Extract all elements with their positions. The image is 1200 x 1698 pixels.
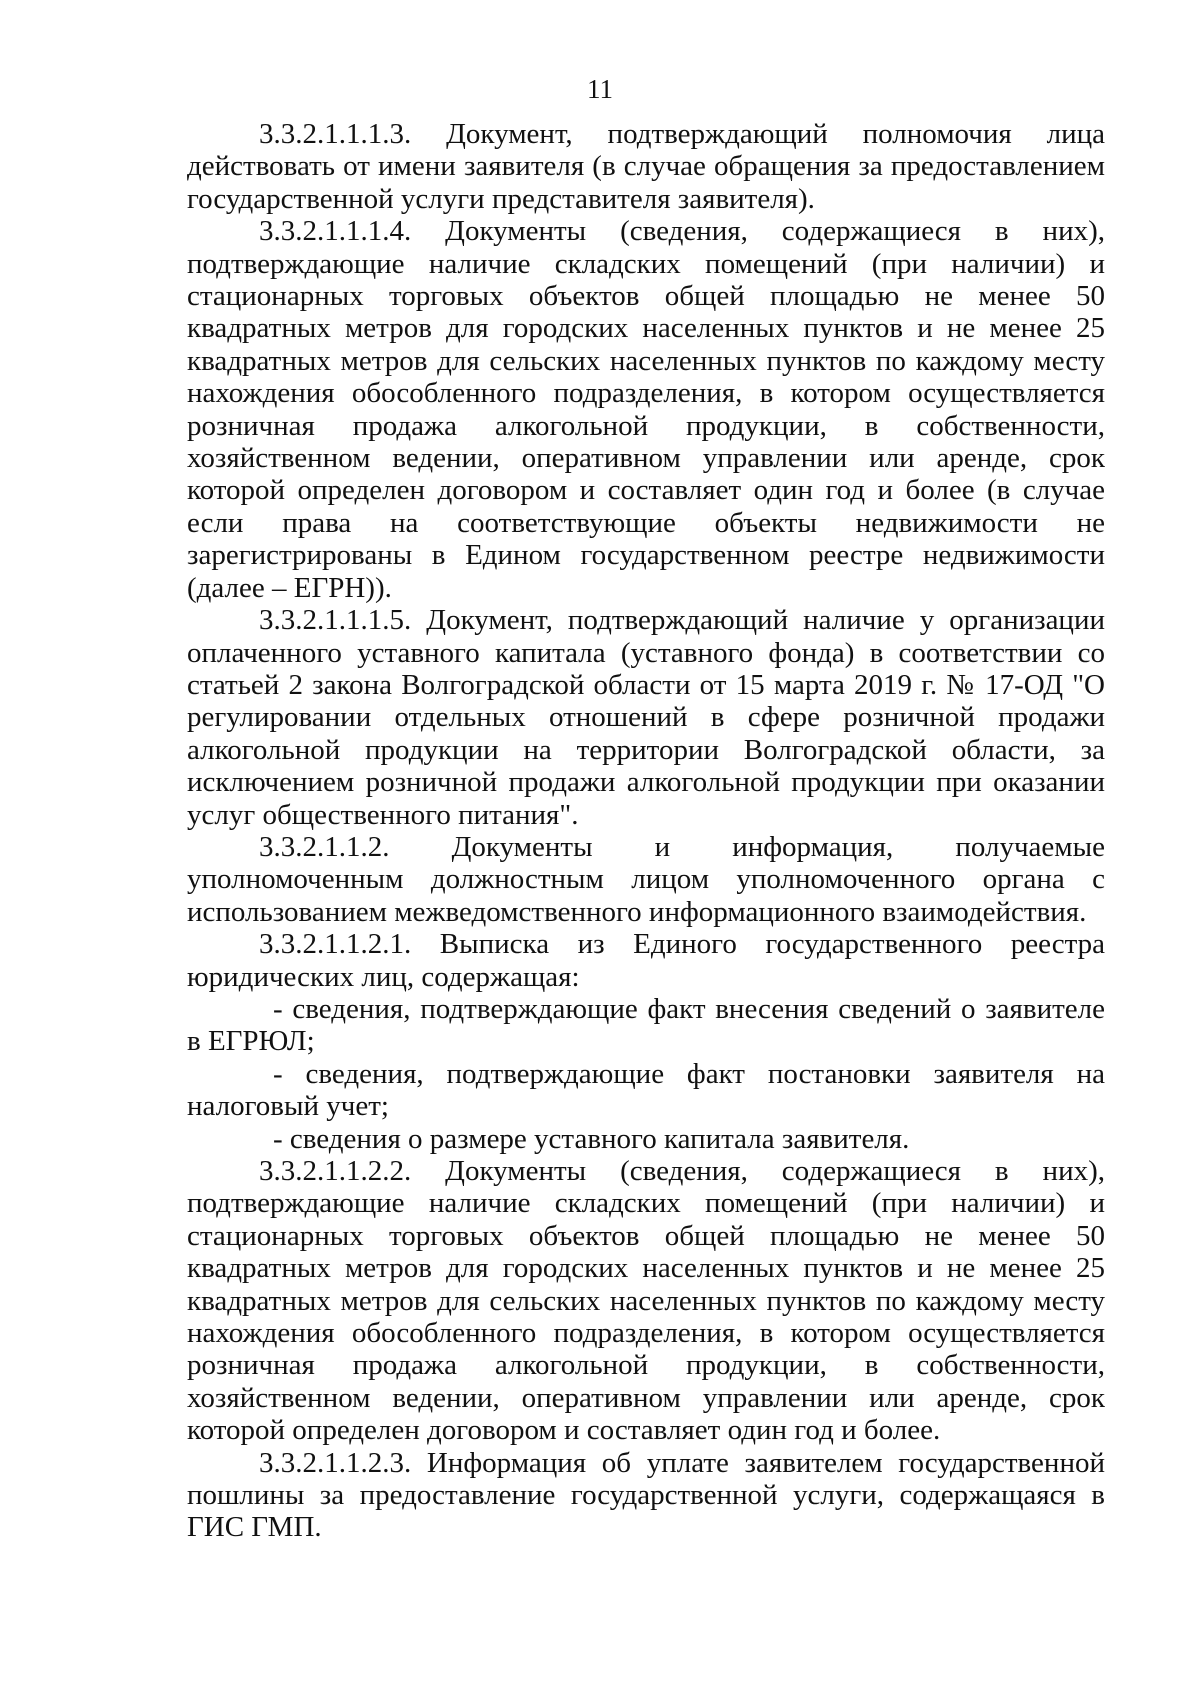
paragraph-3-3-2-1-1-1-5: 3.3.2.1.1.1.5. Документ, подтверждающий наличие у организации оплаченного уставного капитала (уставного фонда) в соответствии со статьей 2 закона Волгоградской области от 15 марта 2019 г. № 17-ОД "О регулировании отдельных отношений в сфере розничной продажи алкогольной продукции на территории Волгоградской области, за исключением розничной продажи алкогольной продукции при оказании услуг общественного питания". — [187, 604, 1105, 831]
paragraph-3-3-2-1-1-2-1: 3.3.2.1.1.2.1. Выписка из Единого государственного реестра юридических лиц, содержащая: — [187, 928, 1105, 993]
list-item: - сведения, подтверждающие факт постановки заявителя на налоговый учет; — [187, 1057, 1105, 1123]
paragraph-3-3-2-1-1-2-2: 3.3.2.1.1.2.2. Документы (сведения, содержащиеся в них), подтверждающие наличие складских помещений (при наличии) и стационарных торговых объектов общей площадью не менее 50 квадратных метров для городских населенных пунктов и не менее 25 квадратных метров для сельских населенных пунктов по каждому месту нахождения обособленного подразделения, в котором осуществляется розничная продажа алкогольной продукции, в собственности, хозяйственном ведении, оперативном управлении или аренде, срок которой определен договором и составляет один год и более. — [187, 1155, 1105, 1447]
paragraph-3-3-2-1-1-2-3: 3.3.2.1.1.2.3. Информация об уплате заявителем государственной пошлины за предоставление государственной услуги, содержащаяся в ГИС ГМП. — [187, 1446, 1105, 1544]
page-number: 11 — [587, 74, 613, 104]
paragraph-3-3-2-1-1-2: 3.3.2.1.1.2. Документы и информация, получаемые уполномоченным должностным лицом уполномоченного органа с использованием межведомственного информационного взаимодействия. — [187, 830, 1105, 928]
paragraph-3-3-2-1-1-1-3: 3.3.2.1.1.1.3. Документ, подтверждающий полномочия лица действовать от имени заявителя (в случае обращения за предоставлением государственной услуги представителя заявителя). — [187, 118, 1105, 215]
list-item: - сведения о размере уставного капитала заявителя. — [273, 1122, 910, 1155]
document-body — [187, 118, 1105, 1544]
list-item: - сведения, подтверждающие факт внесения сведений о заявителе в ЕГРЮЛ; — [187, 992, 1105, 1058]
paragraph-3-3-2-1-1-1-4: 3.3.2.1.1.1.4. Документы (сведения, содержащиеся в них), подтверждающие наличие складских помещений (при наличии) и стационарных торговых объектов общей площадью не менее 50 квадратных метров для городских населенных пунктов и не менее 25 квадратных метров для сельских населенных пунктов по каждому месту нахождения обособленного подразделения, в котором осуществляется розничная продажа алкогольной продукции, в собственности, хозяйственном ведении, оперативном управлении или аренде, срок которой определен договором и составляет один год и более (в случае если права на соответствующие объекты недвижимости не зарегистрированы в Едином государственном реестре недвижимости (далее – ЕГРН)). — [187, 215, 1105, 604]
